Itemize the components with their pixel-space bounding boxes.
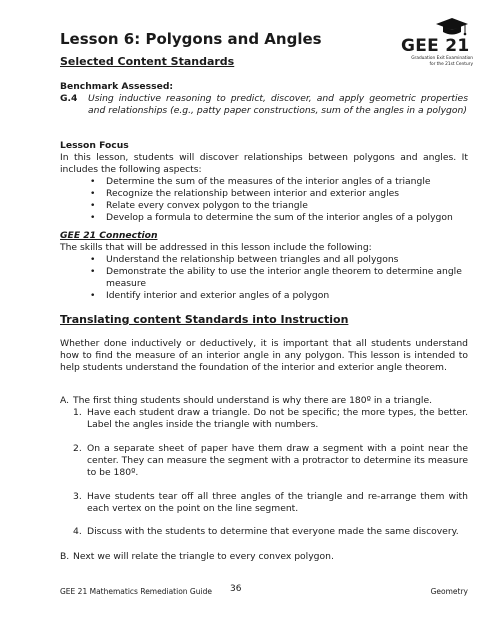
- list-item: • Understand the relationship between triangles and all polygons: [90, 254, 399, 265]
- lesson-focus-list: [60, 176, 468, 224]
- benchmark-code: G.4: [60, 93, 78, 104]
- bullet-icon: •: [90, 200, 96, 211]
- benchmark-text: Using inductive reasoning to predict, discover, and apply geometric properties and relationships (e.g., patty paper constructions, sum of the angles in a polygon): [88, 93, 468, 116]
- bullet-icon: •: [90, 254, 96, 265]
- bullet-icon: •: [90, 188, 96, 199]
- bullet-icon: •: [90, 176, 96, 187]
- lesson-focus-intro: In this lesson, students will discover relationships between polygons and angles. It includes the following aspects:: [60, 152, 468, 175]
- list-item: • Demonstrate the ability to use the interior angle theorem to determine angle measure: [90, 266, 462, 289]
- page-title: Lesson 6: Polygons and Angles: [60, 30, 322, 48]
- gee-connection-list: [60, 254, 468, 302]
- logo-text: GEE 21: [401, 36, 470, 56]
- list-item: • Identify interior and exterior angles of a polygon: [90, 290, 330, 301]
- gee21-logo: [399, 16, 471, 68]
- graduation-cap-icon: [435, 16, 469, 38]
- benchmark-row: [60, 93, 468, 129]
- benchmark-label: Benchmark Assessed:: [60, 81, 174, 92]
- list-item: • Develop a formula to determine the sum of the interior angles of a polygon: [90, 212, 453, 223]
- list-item: • Recognize the relationship between interior and exterior angles: [90, 188, 400, 199]
- intro-paragraph: Whether done inductively or deductively, it is important that all students understand how to find the measure of an interior angle in any polygon. This lesson is intended to help students understand the foundation of the interior and exterior angle theorem.: [60, 338, 468, 373]
- gee-connection-heading: GEE 21 Connection: [60, 230, 158, 241]
- document-page: Lesson 6: Polygons and Angles GEE 21 Graduation Exit Examination for the 21st Century Selected Content Standards Benchmark Assessed: G.4 Using inductive reasoning to predict, discover, and apply geometric properties and relationships (e.g., patty paper constructions, sum of the angles in a polygon) Lesson Focus In this lesson, students will discover relationships between polygons and angles. It includes the following aspects: • Determine the sum of the measures of the interior angles of a triangle • Recognize the relationship between interior and exterior angles • Relate every convex polygon to the triangle • Develop a formula to determine the sum of the interior angles of a polygon GEE 21 Connection The skills that will be addressed in this lesson include the following: • Understand the relationship between triangles and all polygons • Demonstrate the ability to use the interior angle theorem to determine angle measure • Identify interior and exterior angles of a polygon Translating content Standards into Instruction Whether done inductively or deductively, it is important that all students understand how to find the measure of an interior angle in any polygon. This lesson is intended to help students understand the foundation of the interior and exterior angle theorem. A. The first thing students should understand is why there are 180º in a triangle. 1. Have each student draw a triangle. Do not be specific; the more types, the better. Label the angles inside the triangle with numbers. 2. On a separate sheet of paper have them draw a segment with a point near the center. They can measure the segment with a protractor to determine its measure to be 180º. 3. Have students tear off all three angles of the triangle and re-arrange them with each vertex on the point on the line segment. 4. Discuss with the students to determine that everyone made the same discovery. B. Next we will relate the triangle to every convex polygon. GEE 21 Mathematics Remediation Guide 36 Geometry: [0, 0, 495, 640]
- section-letter: B.: [60, 551, 70, 562]
- gee-connection-intro: The skills that will be addressed in this lesson include the following:: [60, 242, 372, 253]
- standards-heading: Selected Content Standards: [60, 55, 235, 68]
- footer-subject: Geometry: [430, 587, 468, 596]
- section-text: The first thing students should understand is why there are 180º in a triangle.: [73, 395, 433, 406]
- bullet-icon: •: [90, 212, 96, 223]
- translating-heading: Translating content Standards into Instruction: [60, 313, 349, 326]
- section-letter: A.: [60, 395, 70, 406]
- list-item: • Determine the sum of the measures of the interior angles of a triangle: [90, 176, 431, 187]
- lesson-focus-heading: Lesson Focus: [60, 140, 129, 151]
- list-item: • Relate every convex polygon to the triangle: [90, 200, 308, 211]
- page-number: 36: [230, 584, 242, 594]
- footer-guide-title: GEE 21 Mathematics Remediation Guide: [60, 587, 212, 596]
- logo-tagline: Graduation Exit Examination for the 21st Century: [411, 56, 473, 67]
- bullet-icon: •: [90, 290, 96, 301]
- bullet-icon: •: [90, 266, 96, 277]
- section-text: Next we will relate the triangle to every convex polygon.: [73, 551, 334, 562]
